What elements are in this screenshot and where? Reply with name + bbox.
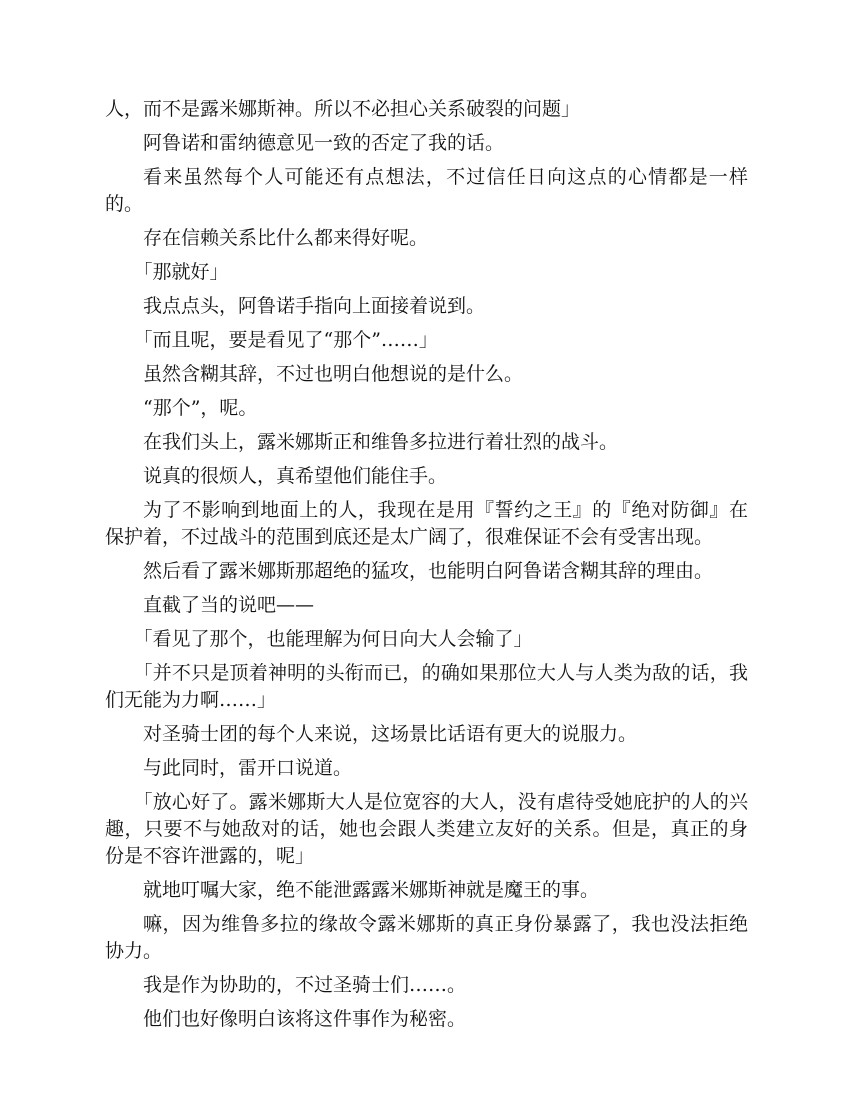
document-page — [105, 96, 748, 1040]
paragraph-10: 在我们头上，露米娜斯正和维鲁多拉进行着壮烈的战斗。 — [143, 431, 619, 453]
paragraph-14: 直截了当的说吧—— — [143, 594, 315, 616]
paragraph-15: 「看见了那个，也能理解为何日向大人会输了」 — [133, 628, 533, 650]
paragraph-8: 虽然含糊其辞，不过也明白他想说的是什么。 — [143, 363, 524, 385]
paragraph-3: 看来虽然每个人可能还有点想法，不过信任日向这点的心情都是一样的。 — [105, 166, 748, 215]
paragraph-11: 说真的很烦人，真希望他们能住手。 — [143, 465, 448, 487]
paragraph-1: 人，而不是露米娜斯神。所以不必担心关系破裂的问题」 — [105, 98, 581, 120]
paragraph-7: 「而且呢，要是看见了“那个”……」 — [133, 329, 438, 351]
paragraph-6: 我点点头，阿鲁诺手指向上面接着说到。 — [143, 295, 486, 317]
paragraph-22: 我是作为协助的，不过圣骑士们……。 — [143, 974, 467, 996]
paragraph-13: 然后看了露米娜斯那超绝的猛攻，也能明白阿鲁诺含糊其辞的理由。 — [143, 560, 714, 582]
paragraph-21: 嘛，因为维鲁多拉的缘故令露米娜斯的真正身份暴露了，我也没法拒绝协力。 — [105, 913, 748, 962]
paragraph-17: 对圣骑士团的每个人来说，这场景比话语有更大的说服力。 — [143, 723, 638, 745]
paragraph-23: 他们也好像明白该将这件事作为秘密。 — [143, 1008, 467, 1030]
paragraph-20: 就地叮嘱大家，绝不能泄露露米娜斯神就是魔王的事。 — [143, 879, 600, 901]
paragraph-2: 阿鲁诺和雷纳德意见一致的否定了我的话。 — [143, 132, 505, 154]
paragraph-18: 与此同时，雷开口说道。 — [143, 757, 353, 779]
paragraph-12: 为了不影响到地面上的人，我现在是用『誓约之王』的『绝对防御』在保护着，不过战斗的范围到底还是太广阔了，很难保证不会有受害出现。 — [105, 499, 748, 548]
paragraph-4: 存在信赖关系比什么都来得好呢。 — [143, 227, 429, 249]
paragraph-19: 「放心好了。露米娜斯大人是位宽容的大人，没有虐待受她庇护的人的兴趣，只要不与她敌对的话，她也会跟人类建立友好的关系。但是，真正的身份是不容许泄露的，呢」 — [105, 791, 748, 867]
paragraph-9: “那个”，呢。 — [143, 397, 258, 419]
paragraph-16: 「并不只是顶着神明的头衔而已，的确如果那位大人与人类为敌的话，我们无能为力啊……」 — [105, 662, 748, 711]
paragraph-5: 「那就好」 — [133, 261, 229, 283]
